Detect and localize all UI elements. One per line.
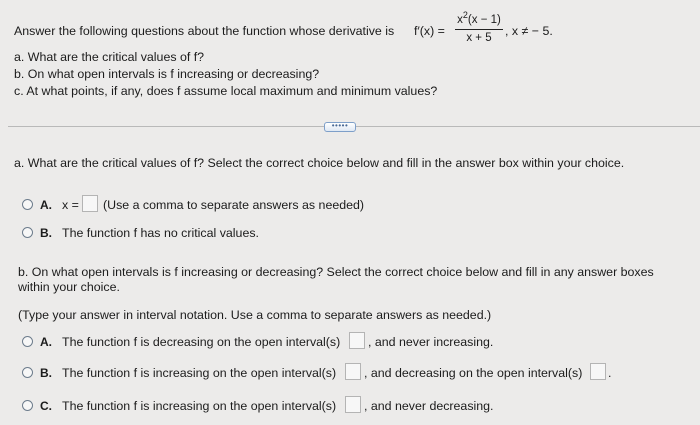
part-a-option-a-radio[interactable]: [22, 199, 33, 210]
fraction-denominator: x + 5: [466, 32, 492, 44]
derivative-condition: , x ≠ − 5.: [505, 24, 553, 38]
question-part-c: c. At what points, if any, does f assume local maximum and minimum values?: [14, 84, 438, 98]
part-b-option-a-tail: , and never increasing.: [368, 335, 494, 349]
decreasing-interval-answer-box[interactable]: [349, 332, 365, 349]
part-b-option-b-radio[interactable]: [22, 367, 33, 378]
part-b-option-b-letter: B.: [40, 366, 52, 380]
part-b-option-a-text: The function f is decreasing on the open interval(s): [62, 335, 341, 349]
part-b-option-c-letter: C.: [40, 399, 52, 413]
part-b-prompt-line2: within your choice.: [18, 280, 120, 294]
part-b-option-a-letter: A.: [40, 335, 52, 349]
part-b-prompt-line1: b. On what open intervals is f increasing or decreasing? Select the correct choice below and fill in any answer boxes: [18, 265, 654, 279]
part-a-option-a-letter: A.: [40, 198, 52, 212]
part-b-option-b-end: .: [608, 366, 612, 380]
critical-values-answer-box[interactable]: [82, 195, 98, 212]
part-b-note: (Type your answer in interval notation. Use a comma to separate answers as needed.): [18, 308, 492, 322]
expand-more-button[interactable]: •••••: [324, 122, 356, 132]
decreasing-interval-answer-box-2[interactable]: [590, 363, 606, 380]
fraction-numerator: $x^2(x - 1)$: [457, 10, 501, 26]
increasing-interval-answer-box[interactable]: [345, 363, 361, 380]
derivative-label: f′(x) =: [414, 24, 445, 38]
part-b-option-c-radio[interactable]: [22, 400, 33, 411]
part-b-option-b-middle: , and decreasing on the open interval(s): [364, 366, 583, 380]
part-b-option-c-tail: , and never decreasing.: [364, 399, 494, 413]
part-a-option-a-prefix: x =: [62, 198, 79, 212]
part-b-option-a-radio[interactable]: [22, 336, 33, 347]
part-a-option-a-text: (Use a comma to separate answers as needed): [103, 198, 365, 212]
part-a-option-b-text: The function f has no critical values.: [62, 226, 259, 240]
part-a-option-b-letter: B.: [40, 226, 52, 240]
part-a-prompt: a. What are the critical values of f? Select the correct choice below and fill in the answer box within your choice.: [14, 156, 625, 170]
question-part-a: a. What are the critical values of f?: [14, 50, 205, 64]
part-b-option-c-text: The function f is increasing on the open interval(s): [62, 399, 337, 413]
question-part-b: b. On what open intervals is f increasing or decreasing?: [14, 67, 320, 81]
question-intro: Answer the following questions about the function whose derivative is: [14, 24, 395, 38]
fraction-bar: [455, 29, 503, 30]
part-a-option-b-radio[interactable]: [22, 227, 33, 238]
part-b-option-b-text: The function f is increasing on the open interval(s): [62, 366, 337, 380]
increasing-interval-answer-box-c[interactable]: [345, 396, 361, 413]
